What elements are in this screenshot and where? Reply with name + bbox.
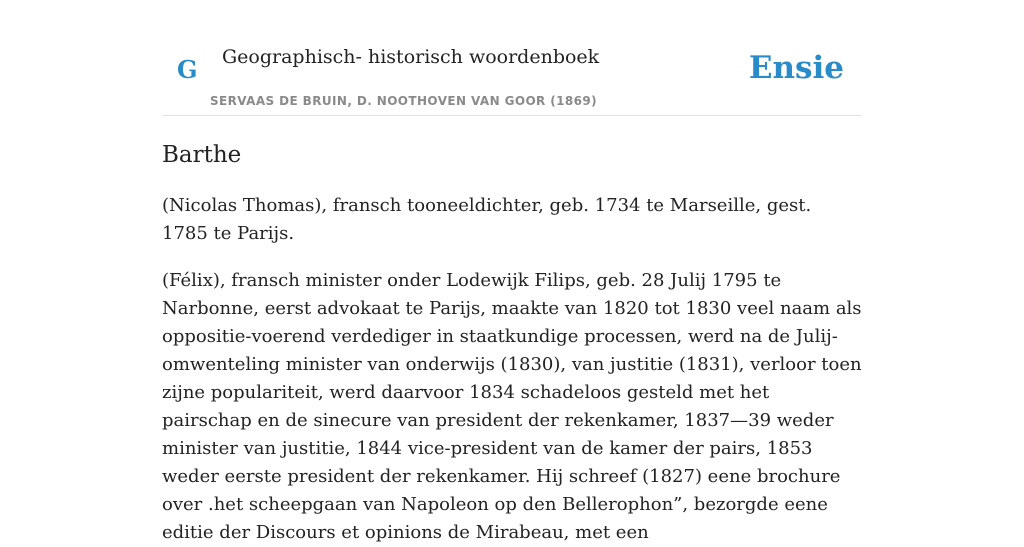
entry-title: Barthe [162,142,242,168]
book-title-link[interactable]: Geographisch- historisch woordenboek [222,46,600,68]
ensie-logo-link[interactable]: Ensie [748,50,844,86]
book-meta: SERVAAS DE BRUIN, D. NOOTHOVEN VAN GOOR (1869) [210,94,598,108]
entry-body [162,192,862,547]
book-logo-icon[interactable]: G [177,55,198,84]
page [162,0,862,547]
entry-paragraph: (Félix), fransch minister onder Lodewijk Filips, geb. 28 Julij 1795 te Narbonne, eerst advokaat te Parijs, maakte van 1820 tot 1830 veel naam als oppositie-voerend verdediger in staatkundige processen, werd na de Julij-omwenteling minister van onderwijs (1830), van justitie (1831), verloor toen zijne populariteit, werd daarvoor 1834 schadeloos gesteld met het pairschap en de sinecure van president der rekenkamer, 1837—39 weder minister van justitie, 1844 vice-president van de kamer der pairs, 1853 weder eerste president der rekenkamer. Hij schreef (1827) eene brochure over .het scheepgaan van Napoleon op den Bellerophon”, bezorgde eene editie der Discours et opinions de Mirabeau, met een [162,270,862,543]
header [162,0,862,116]
entry-paragraph: (Nicolas Thomas), fransch tooneeldichter, geb. 1734 te Marseille, gest. 1785 te Parijs. [162,195,812,244]
